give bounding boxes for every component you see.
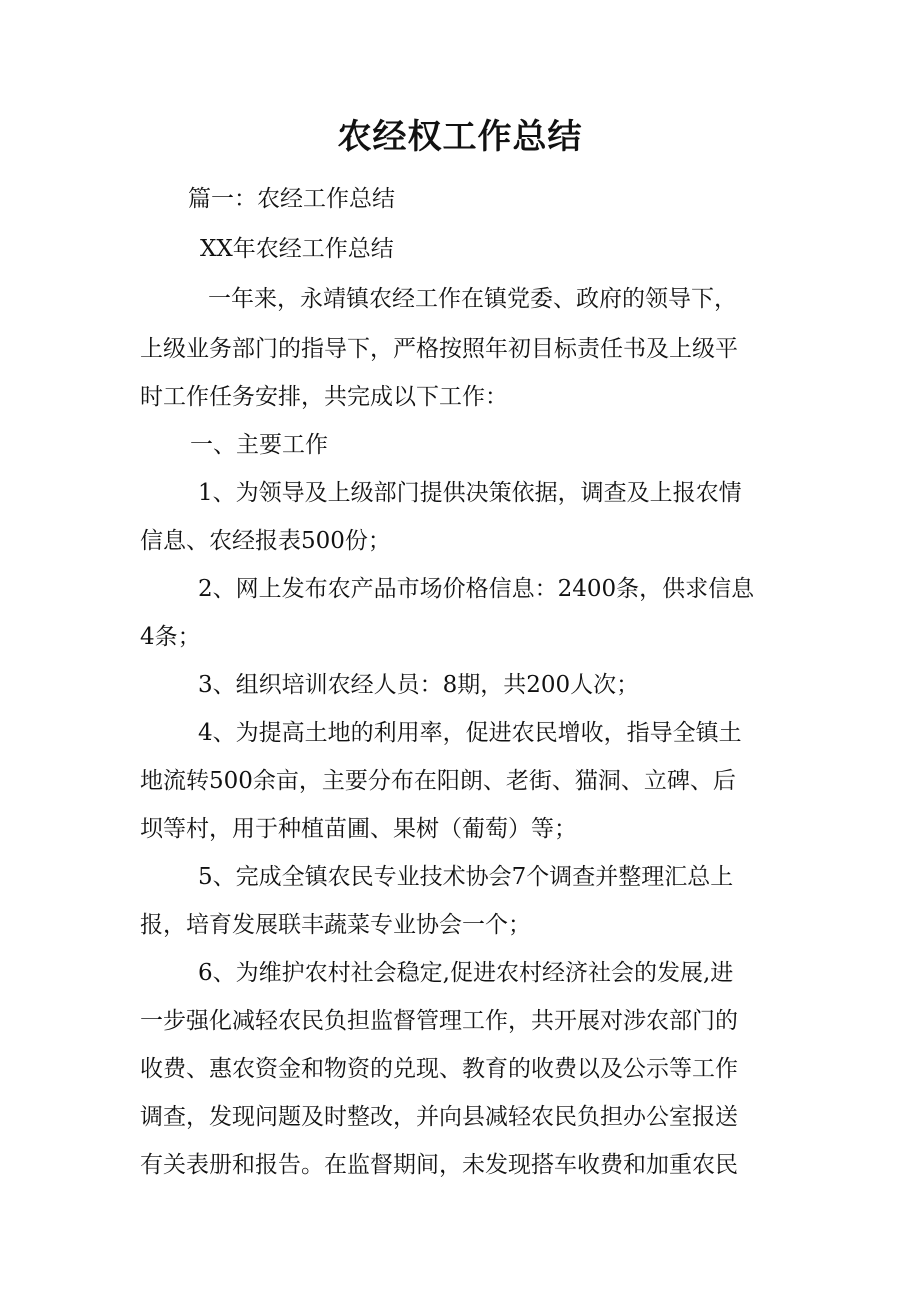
text-line: 一年来，永靖镇农经工作在镇党委、政府的领导下， bbox=[208, 286, 737, 312]
list-item: 2、网上发布农产品市场价格信息：2400条，供求信息 bbox=[198, 576, 755, 602]
text-line: 一步强化减轻农民负担监督管理工作，共开展对涉农部门的 bbox=[140, 1008, 738, 1034]
list-item: 6、为维护农村社会稳定,促进农村经济社会的发展,进 bbox=[198, 960, 734, 986]
text-line: 时工作任务安排，共完成以下工作： bbox=[140, 384, 508, 410]
text-line: 上级业务部门的指导下，严格按照年初目标责任书及上级平 bbox=[140, 336, 738, 362]
list-item: 5、完成全镇农民专业技术协会7个调查并整理汇总上 bbox=[198, 864, 734, 890]
subtitle: XX年农经工作总结 bbox=[200, 236, 394, 262]
list-item: 3、组织培训农经人员：8期，共200人次； bbox=[198, 672, 640, 698]
text-line: 收费、惠农资金和物资的兑现、教育的收费以及公示等工作 bbox=[140, 1056, 738, 1082]
list-item: 1、为领导及上级部门提供决策依据，调查及上报农情 bbox=[198, 480, 742, 506]
section-heading: 篇一：农经工作总结 bbox=[188, 186, 395, 212]
text-line: 信息、农经报表500份； bbox=[140, 528, 391, 554]
text-line: 坝等村，用于种植苗圃、果树（葡萄）等； bbox=[140, 816, 577, 842]
list-item: 4、为提高土地的利用率，促进农民增收，指导全镇土 bbox=[198, 720, 742, 746]
text-line: 有关表册和报告。在监督期间，未发现搭车收费和加重农民 bbox=[140, 1152, 738, 1178]
document-title: 农经权工作总结 bbox=[337, 117, 583, 157]
text-line: 报，培育发展联丰蔬菜专业协会一个； bbox=[140, 912, 531, 938]
text-line: 地流转500余亩，主要分布在阳朗、老街、猫洞、立碑、后 bbox=[140, 768, 736, 794]
heading-main-work: 一、主要工作 bbox=[190, 432, 328, 458]
text-line: 调查，发现问题及时整改，并向县减轻农民负担办公室报送 bbox=[140, 1104, 738, 1130]
text-line: 4条； bbox=[140, 624, 201, 650]
